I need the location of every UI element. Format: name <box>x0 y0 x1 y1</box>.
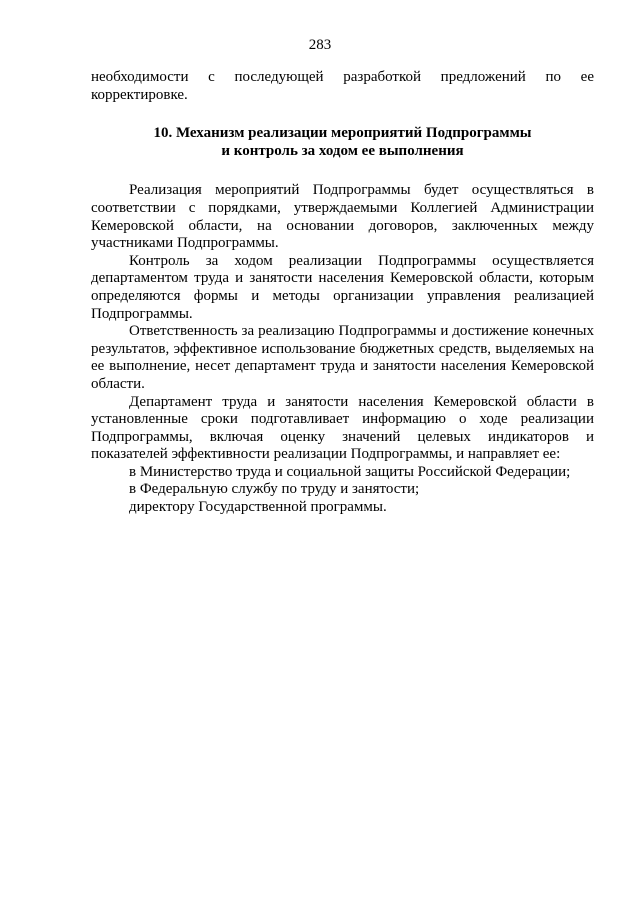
paragraph-responsibility: Ответственность за реализацию Подпрограммы и достижение конечных результатов, эффективное использование бюджетных средств, выделяемых на ее выполнение, несет департамент труда и занятости населения Кемеровской области. <box>91 323 594 392</box>
section-heading-line-2: и контроль за ходом ее выполнения <box>221 142 464 159</box>
continuation-paragraph: необходимости с последующей разработкой предложений по ее корректировке. <box>91 69 594 103</box>
paragraph-reporting: Департамент труда и занятости населения Кемеровской области в установленные сроки подготавливает информацию о ходе реализации Подпрограммы, включая оценку значений целевых индикаторов и показателей эффективности реализации Подпрограммы, и направляет ее: <box>91 393 594 463</box>
page-content <box>91 69 594 517</box>
paragraph-control: Контроль за ходом реализации Подпрограммы осуществляется департаментом труда и занятости населения Кемеровской области, которым определяются формы и методы организации управления реализацией Подпрограммы. <box>91 252 594 322</box>
section-heading <box>91 125 594 160</box>
recipient-federal-service: в Федеральную службу по труду и занятости; <box>129 481 420 498</box>
recipient-ministry: в Министерство труда и социальной защиты Российской Федерации; <box>129 463 571 480</box>
recipient-program-director: директору Государственной программы. <box>129 499 387 516</box>
section-heading-line-1: 10. Механизм реализации мероприятий Подпрограммы <box>153 125 532 142</box>
page-number: 283 <box>308 37 332 53</box>
paragraph-implementation: Реализация мероприятий Подпрограммы будет осуществляться в соответствии с порядками, утверждаемыми Коллегией Администрации Кемеровской области, на основании договоров, заключенных между участниками Подпрограммы. <box>91 182 594 252</box>
